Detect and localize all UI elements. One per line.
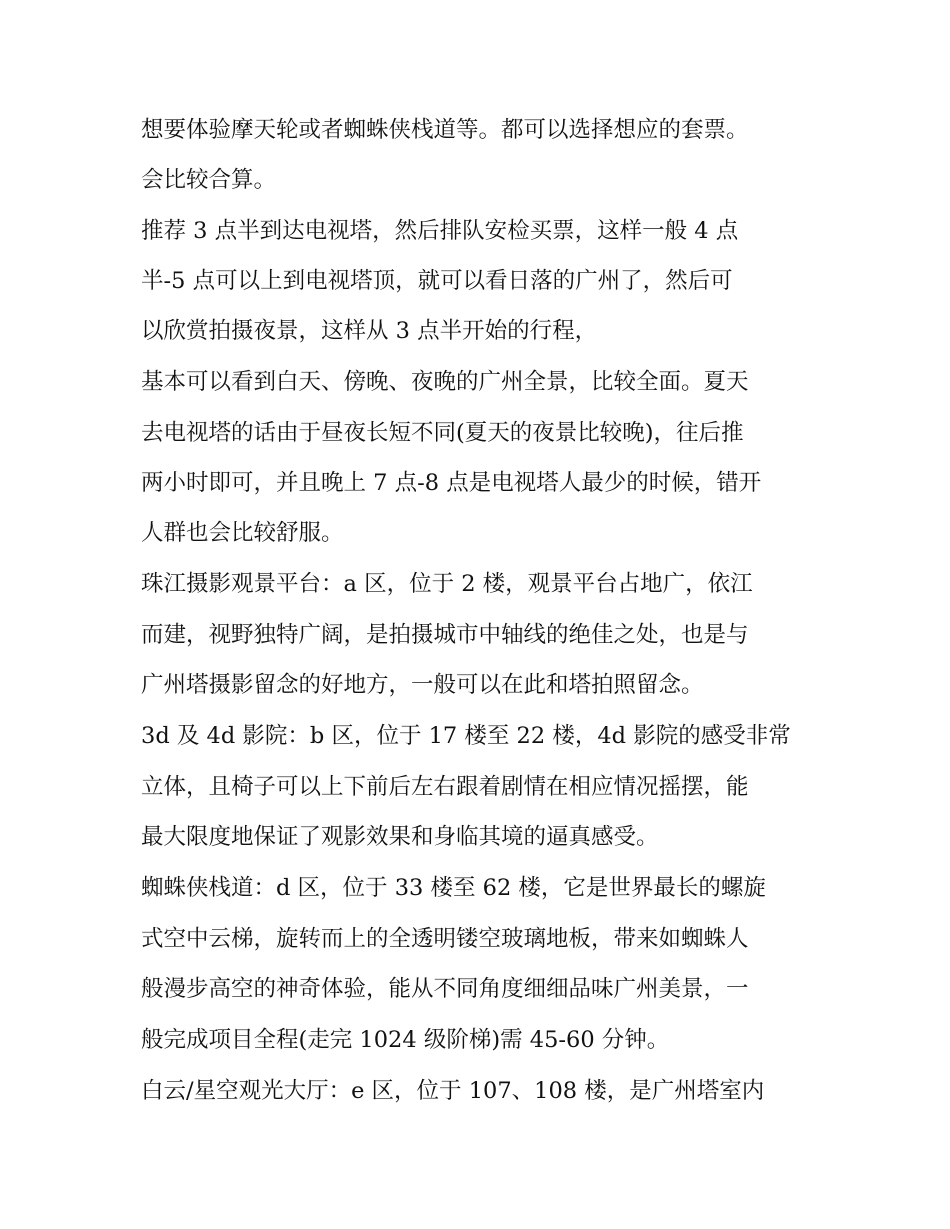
text-line: 白云/星空观光大厅：e 区，位于 107、108 楼，是广州塔室内 — [141, 1078, 765, 1104]
text-line: 3d 及 4d 影院：b 区，位于 17 楼至 22 楼，4d 影院的感受非常 — [141, 723, 791, 749]
text-line: 人群也会比较舒服。 — [141, 520, 344, 546]
text-line: 基本可以看到白天、傍晚、夜晚的广州全景，比较全面。夏天 — [141, 369, 749, 395]
text-line: 广州塔摄影留念的好地方，一般可以在此和塔拍照留念。 — [141, 672, 704, 698]
text-line: 去电视塔的话由于昼夜长短不同(夏天的夜景比较晚)，往后推 — [141, 420, 744, 446]
text-line: 般漫步高空的神奇体验，能从不同角度细细品味广州美景，一 — [141, 976, 749, 1002]
text-line: 立体，且椅子可以上下前后左右跟着剧情在相应情况摇摆，能 — [141, 774, 749, 800]
text-line: 而建，视野独特广阔，是拍摄城市中轴线的绝佳之处，也是与 — [141, 622, 749, 648]
text-line: 半-5 点可以上到电视塔顶，就可以看日落的广州了，然后可 — [141, 268, 733, 294]
text-line: 会比较合算。 — [141, 167, 277, 193]
text-line: 推荐 3 点半到达电视塔，然后排队安检买票，这样一般 4 点 — [141, 218, 739, 244]
text-line: 珠江摄影观景平台：a 区，位于 2 楼，观景平台占地广，依江 — [141, 571, 753, 597]
text-line: 想要体验摩天轮或者蜘蛛侠栈道等。都可以选择想应的套票。 — [141, 117, 749, 143]
text-line: 蜘蛛侠栈道：d 区，位于 33 楼至 62 楼，它是世界最长的螺旋 — [141, 875, 766, 901]
text-line: 般完成项目全程(走完 1024 级阶梯)需 45-60 分钟。 — [141, 1027, 670, 1053]
text-line: 两小时即可，并且晚上 7 点-8 点是电视塔人最少的时候，错开 — [141, 470, 762, 496]
text-line: 以欣赏拍摄夜景，这样从 3 点半开始的行程， — [141, 318, 598, 344]
text-line: 式空中云梯，旋转而上的全透明镂空玻璃地板，带来如蜘蛛人 — [141, 926, 749, 952]
text-line: 最大限度地保证了观影效果和身临其境的逼真感受。 — [141, 824, 659, 850]
